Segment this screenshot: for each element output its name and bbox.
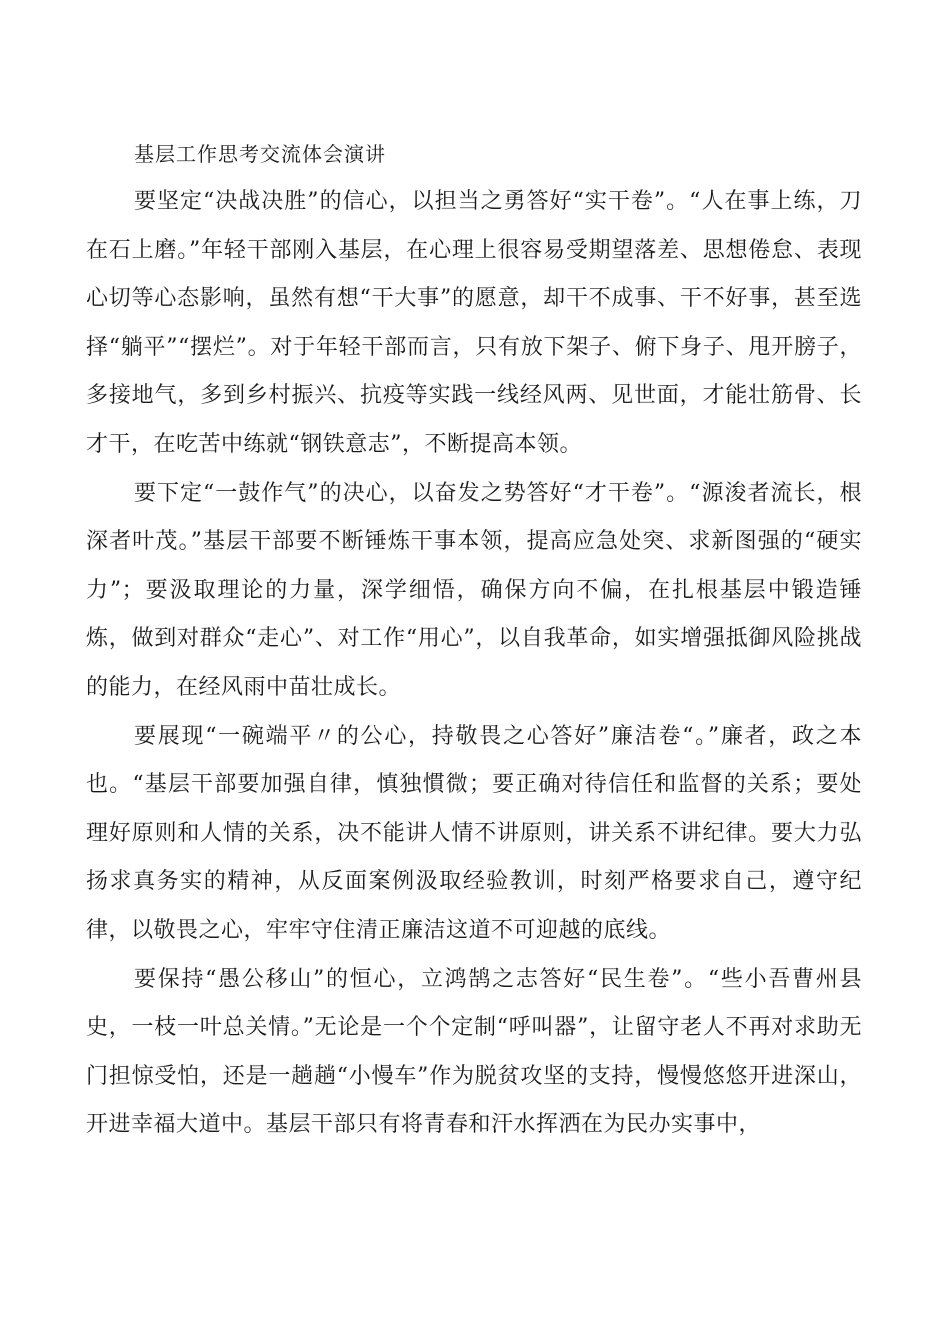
paragraph-2: 要下定“一鼓作气”的决心，以奋发之势答好“才干卷”。“源浚者流长，根深者叶茂。”基层干部要不断锤炼干事本领，提高应急处突、求新图强的“硬实力”；要汲取理论的力量，深学细悟，确保方向不偏，在扎根基层中锻造锤炼，做到对群众“走心”、对工作“用心”，以自我革命，如实增强抵御风险挑战的能力，在经风雨中苗壮成长。 — [86, 480, 862, 700]
document-title: 基层工作思考交流体会演讲 — [134, 142, 386, 166]
document-page — [86, 138, 862, 1150]
paragraph-4: 要保持“愚公移山”的恒心，立鸿鹄之志答好“民生卷”。“些小吾曹州县史，一枝一叶总关情。”无论是一个个定制“呼叫器”，让留守老人不再对求助无门担惊受怕，还是一趟趟“小慢车”作为脱贫攻坚的支持，慢慢悠悠开进深山，开进幸福大道中。基层干部只有将青春和汗水挥洒在为民办实事中， — [86, 966, 862, 1138]
paragraph-3: 要展现“一碗端平〃的公心，持敬畏之心答好”廉洁卷“。”廉者，政之本也。“基层干部要加强自律，慎独慣微；要正确对待信任和监督的关系；要处理好原则和人情的关系，决不能讲人情不讲原则，讲关系不讲纪律。要大力弘扬求真务实的精神，从反面案例汲取经验教训，时刻严格要求自己，遵守纪律，以敬畏之心，牢牢守住清正廉洁这道不可迎越的底线。 — [86, 723, 862, 943]
paragraph-1: 要坚定“决战决胜”的信心，以担当之勇答好“实干卷”。“人在事上练，刀在石上磨。”年轻干部刚入基层，在心理上很容易受期望落差、思想倦怠、表现心切等心态影响，虽然有想“干大事”的愿意，却干不成事、干不好事，甚至选择“躺平”“摆烂”。对于年轻干部而言，只有放下架子、俯下身子、甩开膀子，多接地气，多到乡村振兴、抗疫等实践一线经风两、见世面，才能壮筋骨、长才干，在吃苦中练就“钢铁意志”，不断提高本领。 — [86, 189, 862, 457]
